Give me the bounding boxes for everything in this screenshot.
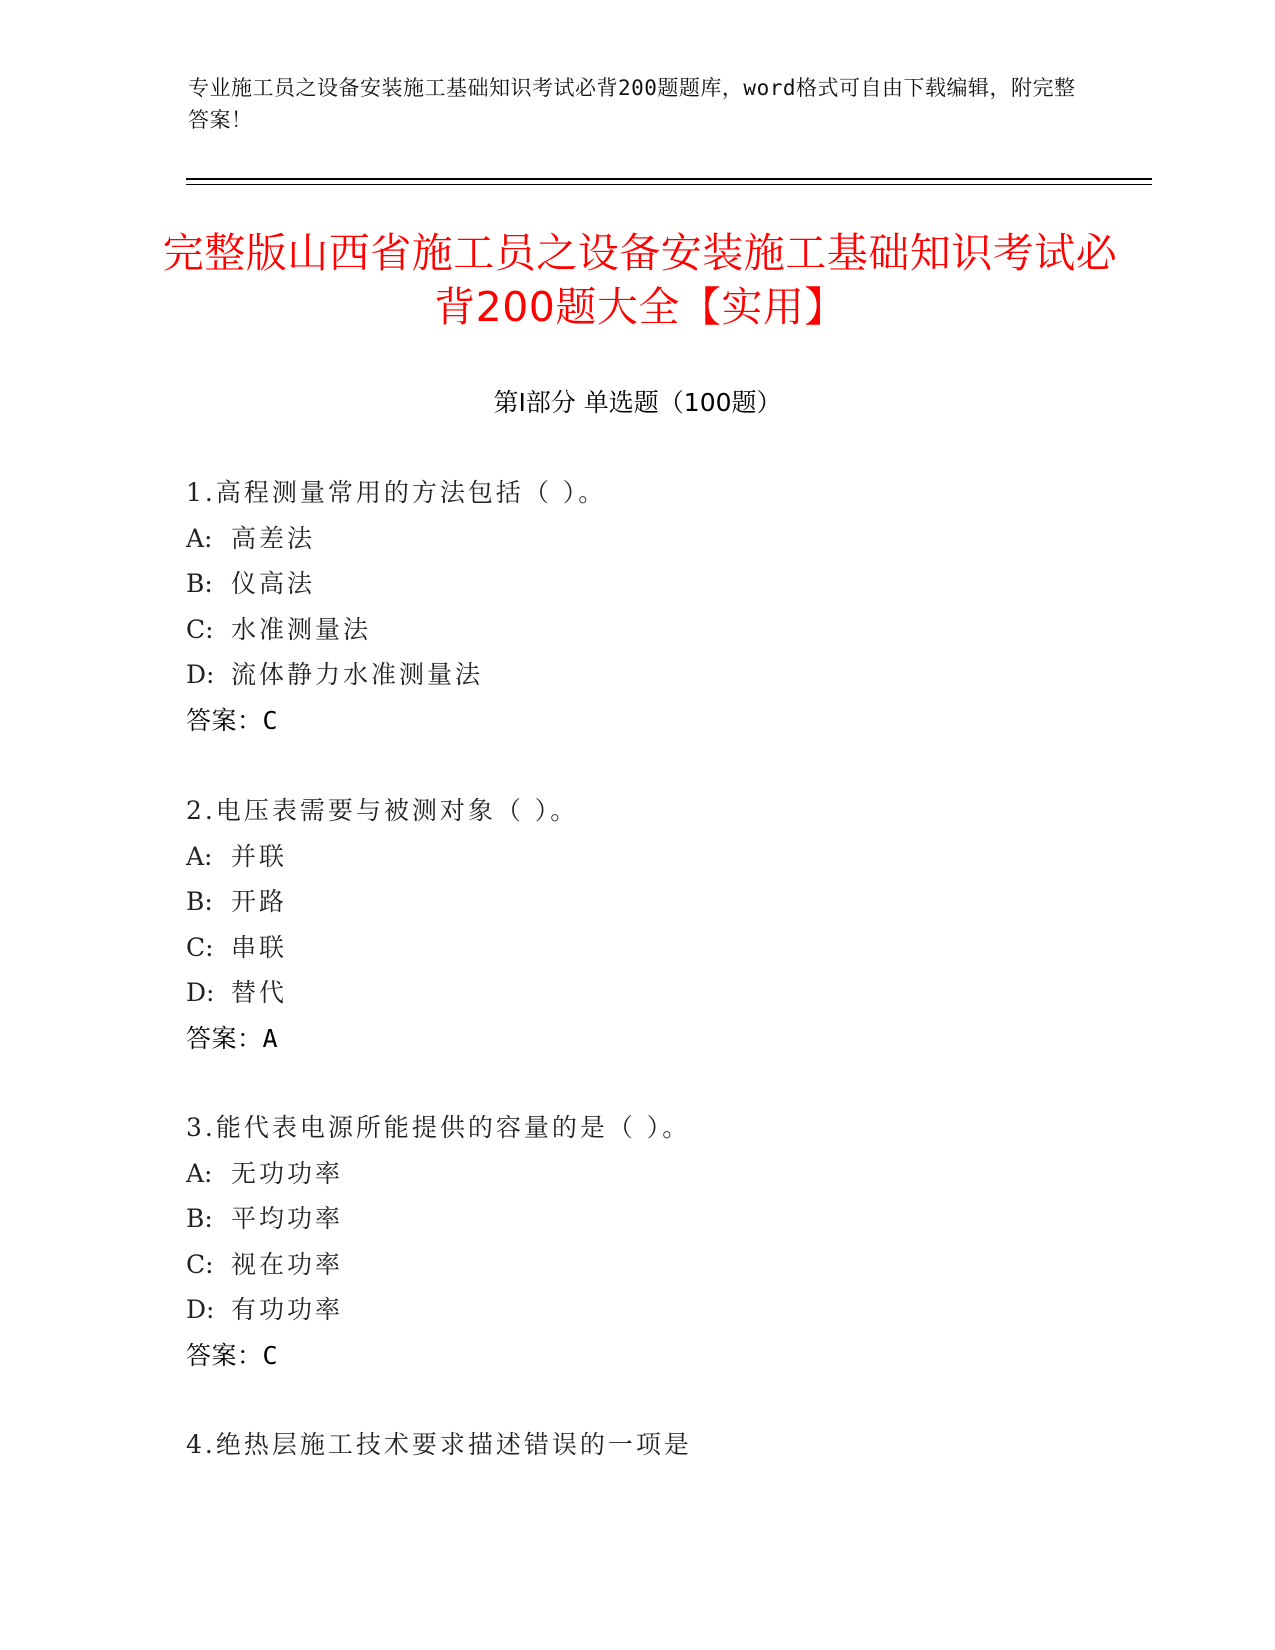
option-key: B:: [186, 569, 213, 598]
answer-label: 答案：: [186, 1340, 263, 1370]
option-c: [186, 1242, 1146, 1288]
option-key: A:: [186, 1158, 213, 1188]
option-text: 高差法: [231, 523, 316, 553]
section-heading: 第Ⅰ部分 单选题（100题）: [493, 388, 782, 417]
option-a: [186, 834, 1146, 880]
question-stem: 1.高程测量常用的方法包括（ ）。: [186, 478, 607, 507]
option-text: 开路: [231, 887, 288, 916]
option-key: B:: [186, 1204, 213, 1233]
option-text: 有功功率: [231, 1295, 344, 1324]
option-d: [186, 652, 1146, 698]
answer-line: [186, 698, 1146, 744]
option-text: 替代: [231, 978, 288, 1007]
option-key: D:: [186, 1295, 215, 1324]
option-key: B:: [186, 887, 213, 916]
option-b: [186, 561, 1146, 607]
option-c: [186, 607, 1146, 653]
option-a: [186, 1151, 1146, 1197]
option-d: [186, 1287, 1146, 1333]
answer-label: 答案：: [186, 1023, 263, 1053]
option-key: D:: [186, 978, 215, 1007]
option-text: 仪高法: [231, 569, 316, 598]
option-a: [186, 516, 1146, 562]
question-4: [186, 1422, 1146, 1468]
header-divider-thin: [186, 184, 1152, 185]
option-b: [186, 1196, 1146, 1242]
question-1: [186, 470, 1146, 743]
answer-label: 答案：: [186, 705, 263, 735]
question-2: [186, 788, 1146, 1061]
option-text: 串联: [231, 932, 288, 962]
document-title: 完整版山西省施工员之设备安装施工基础知识考试必背200题大全【实用】: [162, 229, 1118, 331]
option-key: C:: [186, 1249, 214, 1279]
header-note: 专业施工员之设备安装施工基础知识考试必背200题题库，word格式可自由下载编辑，附完整答案！: [188, 76, 1076, 132]
option-text: 平均功率: [231, 1204, 344, 1233]
option-c: [186, 925, 1146, 971]
option-text: 视在功率: [231, 1249, 344, 1279]
question-stem: 4.绝热层施工技术要求描述错误的一项是: [186, 1430, 692, 1459]
option-d: [186, 970, 1146, 1016]
question-stem: 2.电压表需要与被测对象（ ）。: [186, 796, 579, 825]
option-key: C:: [186, 932, 214, 962]
question-3: [186, 1105, 1146, 1378]
option-text: 水准测量法: [231, 614, 372, 644]
option-text: 并联: [231, 841, 288, 871]
option-key: D:: [186, 660, 215, 689]
question-stem: 3.能代表电源所能提供的容量的是（ ）。: [186, 1113, 691, 1142]
option-key: A:: [186, 523, 213, 553]
answer-value: C: [262, 705, 279, 735]
option-key: A:: [186, 841, 213, 871]
answer-line: [186, 1333, 1146, 1379]
answer-value: C: [262, 1340, 279, 1370]
answer-value: A: [262, 1023, 279, 1053]
option-text: 无功功率: [231, 1158, 344, 1188]
option-key: C:: [186, 614, 214, 644]
option-b: [186, 879, 1146, 925]
header-divider-thick: [186, 178, 1152, 180]
answer-line: [186, 1016, 1146, 1062]
option-text: 流体静力水准测量法: [231, 660, 484, 689]
